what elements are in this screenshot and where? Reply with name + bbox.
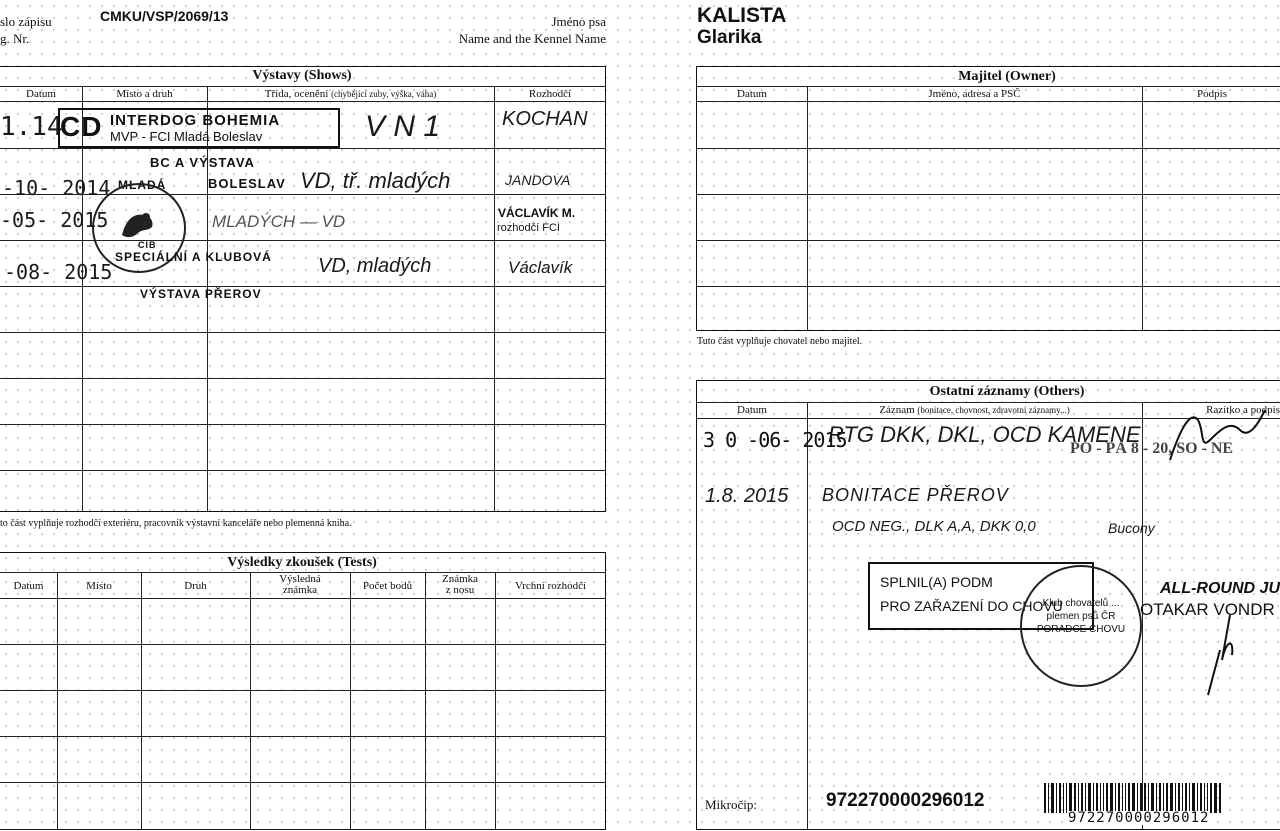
tests-col-divider [350, 572, 351, 829]
dog-name-line-1: KALISTA [697, 4, 787, 27]
shows-col-divider-3 [494, 86, 495, 511]
others-record-2-text: BONITACE PŘEROV [822, 485, 1009, 505]
others-col-divider [807, 402, 808, 829]
microchip-label: Mikročip: [705, 797, 757, 812]
show-date-3: -05- 2015 [0, 208, 109, 232]
interdog-stamp [58, 108, 340, 148]
others-record-1-text: RTG DKK, DKL, OCD KAMENE [828, 422, 1141, 447]
stamp-cd: CD [60, 111, 103, 142]
owner-col-sign: Podpis [1197, 88, 1227, 100]
show-class-1: V N 1 [365, 110, 441, 143]
show-judge-3: VÁCLAVÍK M. [498, 206, 576, 220]
others-col-record [807, 405, 1142, 416]
others-col-stamp: Razítko a podpis [1206, 404, 1280, 416]
owner-col-divider [1142, 86, 1143, 330]
show-class-4: VD, mladých [318, 255, 432, 277]
reg-label-en: g. Nr. [0, 31, 30, 46]
tests-col-divider [57, 572, 58, 829]
shows-header-divider [0, 101, 606, 102]
special-show-line-1: SPECIÁLNÍ A KLUBOVÁ [115, 250, 272, 264]
shows-col-class [207, 89, 494, 100]
tests-title: Výsledky zkoušek (Tests) [227, 555, 377, 570]
owner-header-divider [697, 101, 1280, 102]
owner-table [696, 66, 1280, 331]
show-place-2: MLADÁ [118, 178, 167, 192]
shows-col-date: Datum [26, 88, 56, 100]
judge-signature-icon [1200, 610, 1260, 700]
tests-col-nose-line-2: z nosu [445, 584, 475, 596]
stamp-line-1: INTERDOG BOHEMIA [110, 112, 281, 129]
round-stamp-text: CIB [138, 240, 157, 250]
shows-row-line [0, 332, 606, 333]
shows-row-line [0, 240, 606, 241]
tests-col-divider [495, 572, 496, 829]
barcode-text: 972270000296012 [1068, 810, 1210, 826]
show-date-1: 1.14 [0, 112, 63, 142]
others-col-date: Datum [737, 404, 767, 416]
shows-row-line [0, 148, 606, 149]
others-record-1-stamp: PO - PÁ 8 - 20, SO - NE [1070, 440, 1234, 457]
tests-col-judge: Vrchní rozhodčí [514, 580, 587, 592]
shows-col-judge: Rozhodčí [528, 88, 572, 100]
owner-col-name: Jméno, adresa a PSČ [928, 88, 1021, 100]
shows-row-line [0, 424, 606, 425]
shows-col-place: Místo a druh [116, 88, 173, 100]
others-title: Ostatní záznamy (Others) [929, 384, 1085, 399]
special-show-line-2: VÝSTAVA PŘEROV [140, 287, 262, 301]
microchip-barcode [1044, 783, 1223, 813]
tests-col-place: Místo [86, 580, 112, 592]
allround-judge-stamp-1: ALL-ROUND JU [1160, 580, 1280, 597]
stamp-line-2: MVP - FCI Mladá Boleslav [110, 129, 263, 144]
shows-title-divider [0, 86, 606, 87]
owner-title: Majitel (Owner) [958, 69, 1056, 84]
tests-row-line [0, 736, 606, 737]
shows-title: Výstavy (Shows) [252, 68, 352, 83]
signature-icon [1160, 400, 1270, 470]
show-judge-1: KOCHAN [502, 108, 588, 130]
others-col-record-small: (bonitace, chovnost, zdravotní záznamy...) [917, 405, 1070, 415]
tests-col-result-line-2: známka [282, 584, 318, 596]
owner-footnote: Tuto část vyplňuje chovatel nebo majitel. [697, 336, 863, 347]
others-record-1-date: 3 0 -06- 2015 [703, 428, 847, 452]
registration-number: CMKU/VSP/2069/13 [100, 8, 229, 24]
shows-row-line [0, 286, 606, 287]
tests-col-divider [425, 572, 426, 829]
show-judge-4: Václavík [508, 258, 573, 277]
microchip-number: 972270000296012 [826, 790, 985, 811]
others-record-3-text: OCD NEG., DLK A,A, DKK 0,0 [832, 518, 1036, 535]
dog-emblem-icon [118, 207, 158, 241]
shows-col-divider-1 [82, 86, 83, 511]
shows-row-line [0, 470, 606, 471]
dog-name-label-cz: Jméno psa [551, 14, 606, 29]
owner-row-line [697, 240, 1280, 241]
show-class-2: VD, tř. mladých [300, 168, 451, 193]
show-judge-2: JANDOVA [505, 172, 571, 188]
breeding-stamp-line-2: PRO ZAŘAZENÍ DO CHOVU [880, 598, 1063, 614]
tests-col-result [250, 574, 350, 596]
tests-col-divider [250, 572, 251, 829]
tests-col-date: Datum [13, 580, 44, 592]
show-date-2: -10- 2014 [2, 176, 111, 200]
dog-name-label-en: Name and the Kennel Name [458, 31, 606, 46]
tests-col-result-line-1: Výsledná [279, 573, 321, 585]
tests-col-nose [425, 574, 495, 596]
others-record-3-sign: Bucony [1108, 520, 1155, 536]
vystava-stamp-line-1: BC A VÝSTAVA [150, 155, 255, 170]
tests-col-points: Počet bodů [362, 580, 413, 592]
show-date-4: -08- 2015 [4, 260, 113, 284]
tests-row-line [0, 690, 606, 691]
tests-row-line [0, 644, 606, 645]
tests-col-divider [141, 572, 142, 829]
vystava-stamp-line-2: BOLESLAV [208, 176, 286, 191]
allround-judge-stamp-2: OTAKAR VONDR [1140, 600, 1275, 619]
shows-row-line [0, 378, 606, 379]
shows-col-class-label: Třída, ocenění [264, 88, 329, 100]
club-round-stamp [1020, 565, 1142, 687]
shows-footnote: to část vyplňuje rozhodčí exteriéru, pracovník výstavní kanceláře nebo plemenná kniha. [0, 518, 352, 529]
owner-title-divider [697, 86, 1280, 87]
tests-header-divider [0, 598, 606, 599]
club-round-stamp-text: Klub chovatelů ... plemen psů ČR PORADCE CHOVU [1036, 598, 1126, 635]
owner-col-date: Datum [737, 88, 767, 100]
judge-stamp-fci: rozhodčí FCI [497, 222, 560, 234]
others-record-2-date: 1.8. 2015 [705, 485, 789, 507]
owner-col-divider [807, 86, 808, 330]
show-class-3: MLADÝCH — VD [212, 212, 346, 231]
others-col-record-label: Záznam [879, 404, 915, 416]
owner-row-line [697, 286, 1280, 287]
breeding-stamp-line-1: SPLNIL(A) PODM [880, 574, 993, 590]
tests-row-line [0, 782, 606, 783]
owner-row-line [697, 194, 1280, 195]
shows-col-class-small: (chybějící zuby, výška, váha) [331, 89, 437, 99]
dog-name-line-2: Glarika [697, 27, 762, 48]
tests-col-kind: Druh [184, 580, 207, 592]
owner-row-line [697, 148, 1280, 149]
tests-col-nose-line-1: Známka [441, 573, 479, 585]
reg-label-cz: slo zápisu [0, 14, 52, 29]
